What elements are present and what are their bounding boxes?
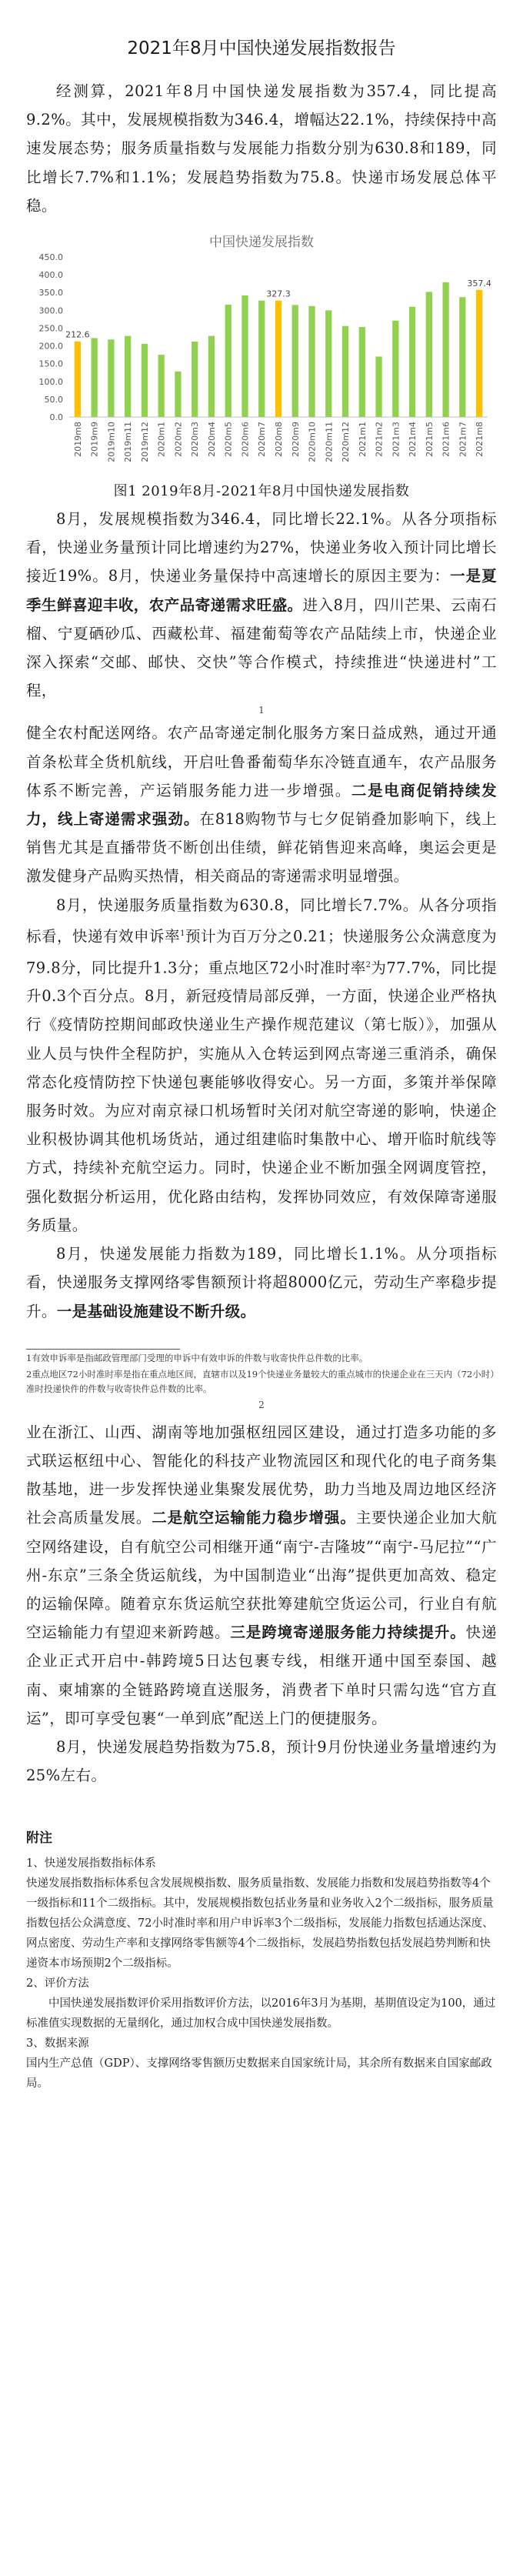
x-tick-label: 2020m1 [156, 422, 167, 457]
appendix-text-3: 国内生产总值（GDP）、支撑网络零售额历史数据来自国家统计局，其余所有数据来自国家邮政局。 [26, 2057, 492, 2090]
footnote-divider [26, 1349, 180, 1350]
bar [308, 306, 315, 417]
capability-text-e: 主要快递企业加大航空网络建设，自有航空公司相继开通“南宁-吉隆坡”“南宁-马尼拉”“广州-东京”三条全货运航线，为中国制造业“出海”提供更加高效、稳定的运输保障。随着京东货运航空获批筹建航空货运公司，行业自有航空运输能力有望迎来新跨越。 [26, 1509, 497, 1642]
index-chart [26, 226, 497, 472]
data-label: 212.6 [65, 329, 90, 340]
x-tick-label: 2020m5 [223, 422, 234, 457]
quality-text-b: 预计为百万分之0.21；快递服务公众满意度为79.8分，同比提升1.3分；重点地区72小时准时率 [26, 927, 497, 977]
bar [92, 338, 98, 417]
scale-text-c: 进入8月，四川芒果、云南石榴、宁夏硒砂瓜、西藏松茸、福建葡萄等农产品陆续上市，快递企业深入探索“交邮、邮快、交快”等合作模式，持续推进“快递进村”工程， [26, 596, 497, 700]
scale-text-d: 健全农村配送网络。农产品寄递定制化服务方案日益成熟，通过开通首条松茸全货机航线，开启吐鲁番葡萄华东冷链直通车，农产品服务体系不断完善，产运销服务能力进一步增强。 [26, 724, 497, 799]
capability-paragraph-cont [26, 1418, 497, 1733]
intro-paragraph: 经测算，2021年8月中国快递发展指数为357.4，同比提高9.2%。其中，发展规模指数为346.4，增幅达22.1%，持续保持中高速发展态势；服务质量指数与发展能力指数分别为630.8和189，同比增长7.7%和1.1%；发展趋势指数为75.8。快递市场发展总体平稳。 [26, 82, 497, 215]
bar [375, 356, 381, 417]
footnote-1: 1有效申诉率是指邮政管理部门受理的申诉中有效申诉的件数与收寄快件总件数的比率。 [26, 1352, 368, 1363]
bar [459, 297, 465, 417]
y-tick-label: 250.0 [38, 323, 63, 334]
chart-title: 中国快递发展指数 [209, 235, 314, 251]
x-tick-label: 2019m9 [89, 422, 100, 457]
x-tick-label: 2021m5 [424, 422, 435, 457]
bar [392, 321, 398, 417]
y-tick-label: 300.0 [38, 305, 63, 316]
figure-caption: 图1 2019年8月-2021年8月中国快递发展指数 [113, 483, 410, 500]
bar [225, 305, 232, 417]
quality-text-c: 为77.7%，同比提升0.3个百分点。8月，新冠疫情局部反弹，一方面，快递企业严格执行《疫情防控期间邮政快递业生产操作规范建议（第七版）》，加强从业人员与快件全程防护，实施从入仓转运到网点寄递三重消杀，确保常态化疫情防控下快递包裹能够收得安心。另一方面，多策并举保障服务时效。为应对南京禄口机场暂时关闭对航空寄递的影响，快递企业积极协调其他机场货站，通过组建临时集散中心、增开临时航线等方式，持续补充航空运力。同时，快递企业不断加强全网调度管控，强化数据分析运用，优化路由结构，发挥协同效应，有效保障寄递服务质量。 [26, 959, 497, 1234]
bar [242, 295, 248, 417]
y-tick-label: 350.0 [38, 288, 63, 299]
bar [158, 355, 165, 417]
x-tick-label: 2020m3 [190, 422, 201, 457]
y-tick-label: 0.0 [49, 412, 63, 423]
appendix-heading-2: 2、评价方法 [26, 1977, 89, 1990]
x-tick-label: 2021m8 [475, 422, 485, 457]
scale-reason-2: 二是电商促销持续发力，线上寄递需求强劲。 [26, 781, 497, 829]
y-tick-label: 400.0 [38, 270, 63, 281]
x-tick-label: 2021m6 [441, 422, 451, 457]
x-tick-label: 2020m11 [324, 422, 335, 462]
capability-point-1: 一是基础设施建设不断升级。 [56, 1302, 256, 1320]
x-tick-label: 2021m7 [458, 422, 468, 457]
bar [442, 282, 448, 417]
footnote-2: 2重点地区72小时准时率是指在重点地区间，直辖市以及19个快递业务量较大的重点城市的快递企业在三天内（72小时）准时投递快件的件数与收寄快件总件数的比率。 [26, 1368, 495, 1394]
data-label: 357.4 [467, 278, 491, 289]
bar [292, 305, 298, 417]
bar [409, 307, 415, 417]
x-tick-label: 2020m9 [290, 422, 301, 457]
x-tick-label: 2020m10 [307, 422, 318, 462]
x-tick-label: 2020m7 [257, 422, 268, 457]
x-tick-label: 2020m4 [206, 422, 217, 457]
scale-text-f: 在818购物节与七夕促销叠加影响下，线上销售尤其是直播带货不断创出佳绩，鲜花销售迎来高峰，奥运会更是激发健身产品购买热情，相关商品的寄递需求明显增强。 [26, 810, 497, 886]
footnote-ref-2: 2 [365, 960, 371, 969]
x-tick-label: 2020m6 [240, 422, 251, 457]
y-tick-label: 100.0 [38, 376, 63, 387]
appendix-title: 附注 [26, 1830, 52, 1847]
appendix-heading-1: 1、快递发展指数指标体系 [26, 1857, 156, 1870]
bar [142, 344, 148, 417]
data-label: 327.3 [266, 289, 291, 299]
chart-svg [26, 226, 497, 472]
bar [426, 292, 432, 417]
capability-point-3: 三是跨境寄递服务能力持续提升。 [230, 1623, 466, 1642]
bar [359, 327, 365, 417]
quality-paragraph [26, 891, 497, 1240]
x-tick-label: 2019m12 [139, 422, 150, 462]
bar [208, 336, 215, 417]
appendix-text-2: 中国快递发展指数评价采用指数评价方法，以2016年3月为基期，基期值设定为100，通过标准值实现数据的无量纲化，通过加权合成中国快递发展指数。 [26, 1997, 496, 2030]
x-tick-label: 2019m11 [123, 422, 134, 462]
bar [125, 336, 131, 417]
scale-paragraph-cont [26, 719, 497, 890]
appendix-heading-3: 3、数据来源 [26, 2037, 89, 2050]
bar [75, 342, 81, 417]
scale-paragraph [26, 505, 497, 705]
x-tick-label: 2020m12 [341, 422, 351, 462]
y-tick-label: 450.0 [38, 252, 63, 263]
page-number-1: 1 [258, 705, 265, 716]
x-tick-label: 2020m8 [274, 422, 284, 457]
x-tick-label: 2020m2 [173, 422, 184, 457]
appendix-text-1: 快递发展指数指标体系包含发展规模指数、服务质量指数、发展能力指数和发展趋势指数等4个一级指标和11个二级指标。其中，发展规模指数包括业务量和业务收入2个二级指标，服务质量指数包括公众满意度、72小时准时率和用户申诉率3个二级指标，发展能力指数包括通达深度、网点密度、劳动生产率和支撑网络零售额等4个二级指标，发展趋势指数包括发展趋势判断和快递资本市场预期2个二级指标。 [26, 1877, 494, 1970]
x-tick-label: 2019m10 [106, 422, 117, 462]
bar [476, 290, 482, 417]
trend-paragraph: 8月，快递发展趋势指数为75.8，预计9月份快递业务量增速约为25%左右。 [26, 1737, 497, 1785]
y-tick-label: 200.0 [38, 341, 63, 352]
x-tick-label: 2021m2 [374, 422, 385, 457]
x-tick-label: 2019m8 [72, 422, 83, 457]
footnote-ref-1: 1 [180, 929, 185, 938]
scale-text-a: 8月，发展规模指数为346.4，同比增长22.1%。从各分项指标看，快递业务量预计同比增速约为27%，快递业务收入预计同比增长接近19%。8月，快递业务量保持中高速增长的原因主要为： [26, 510, 497, 586]
capability-text-g: 快递企业正式开启中-韩跨境5日达包裹专线，相继开通中国至泰国、越南、柬埔寨的全链路跨境直送服务，消费者下单时只需勾选“官方直运”，即可享受包裹“一单到底”配送上门的便捷服务。 [26, 1623, 497, 1727]
bar [325, 310, 331, 417]
y-tick-label: 50.0 [44, 394, 63, 405]
x-tick-label: 2021m1 [357, 422, 368, 457]
scale-reason-1: 一是夏季生鲜喜迎丰收，农产品寄递需求旺盛。 [26, 567, 498, 614]
bar [108, 339, 114, 417]
quality-text-a: 8月，快递服务质量指数为630.8，同比增长7.7%。从各分项指标看，快递有效申诉率 [26, 896, 497, 946]
page-title: 2021年8月中国快递发展指数报告 [127, 38, 396, 58]
bar [258, 301, 265, 417]
capability-text-a: 8月，快递发展能力指数为189，同比增长1.1%。从分项指标看，快递服务支撑网络零售额预计将超8000亿元，劳动生产率稳步提升。 [26, 1245, 497, 1320]
capability-text-c: 业在浙江、山西、湖南等地加强枢纽园区建设，通过打造多功能的多式联运枢纽中心、智能化的科技产业物流园区和现代化的电子商务集散基地，进一步发挥快递业集聚发展优势，助力当地及周边地区经济社会高质量发展。 [26, 1423, 497, 1527]
page-number-2: 2 [258, 1399, 265, 1410]
bar [192, 342, 198, 417]
bar [275, 301, 281, 417]
x-tick-label: 2021m4 [408, 422, 418, 457]
capability-point-2: 二是航空运输能力稳步增强。 [152, 1509, 356, 1527]
x-tick-label: 2021m3 [391, 422, 401, 457]
bar [342, 326, 348, 417]
y-tick-label: 150.0 [38, 359, 63, 369]
bar [175, 372, 181, 417]
capability-paragraph [26, 1240, 497, 1326]
